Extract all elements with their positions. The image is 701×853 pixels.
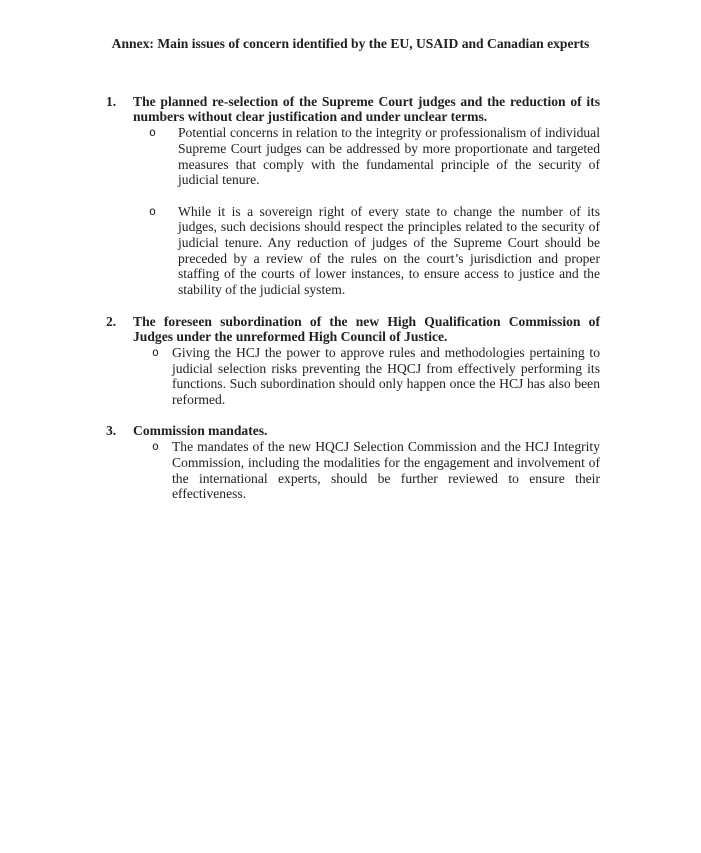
item-heading [106,314,600,345]
bullet-point [152,344,600,408]
bullet-circle-icon: o [152,344,159,359]
bullet-point [149,125,600,188]
item-heading-text: The foreseen subordination of the new High Qualification Commission of Judges under the unreformed High Council of Justice. [133,313,600,345]
bullet-circle-icon: o [149,125,156,140]
bullet-text: While it is a sovereign right of every state to change the number of its judges, such decisions should respect the principles related to the security of judicial tenure. Any reduction of judges of the Supreme Court should be preceded by a review of the rules on the court’s jurisdiction and proper staffing of the courts of lower instances, to ensure access to justice and the stability of the judicial system. [178,203,600,298]
bullet-point [149,203,600,298]
item-number: 3. [106,423,117,439]
bullet-circle-icon: o [152,439,159,454]
bullet-point [152,439,600,502]
item-heading [106,423,600,439]
item-heading [106,94,600,125]
item-heading-text: The planned re-selection of the Supreme Court judges and the reduction of its numbers without clear justification and under unclear terms. [133,93,600,125]
page-title: Annex: Main issues of concern identified by the EU, USAID and Canadian experts [111,36,590,51]
bullet-text: Giving the HCJ the power to approve rules and methodologies pertaining to judicial selection risks preventing the HQCJ from effectively performing its functions. Such subordination should only happen once the HCJ has also been reformed. [172,344,600,408]
item-number: 2. [106,313,117,329]
numbered-item-3 [106,423,600,502]
item-heading-text: Commission mandates. [133,423,268,439]
numbered-item-2 [106,314,600,408]
bullet-circle-icon: o [149,203,156,218]
numbered-item-1 [106,94,600,298]
item-number: 1. [106,93,117,109]
bullet-text: Potential concerns in relation to the integrity or professionalism of individual Supreme Court judges can be addressed by more proportionate and targeted measures that comply with the fundamental principle of the security of judicial tenure. [178,125,600,188]
bullet-text: The mandates of the new HQCJ Selection Commission and the HCJ Integrity Commission, including the modalities for the engagement and involvement of the international experts, should be further reviewed to ensure their effectiveness. [172,439,600,502]
